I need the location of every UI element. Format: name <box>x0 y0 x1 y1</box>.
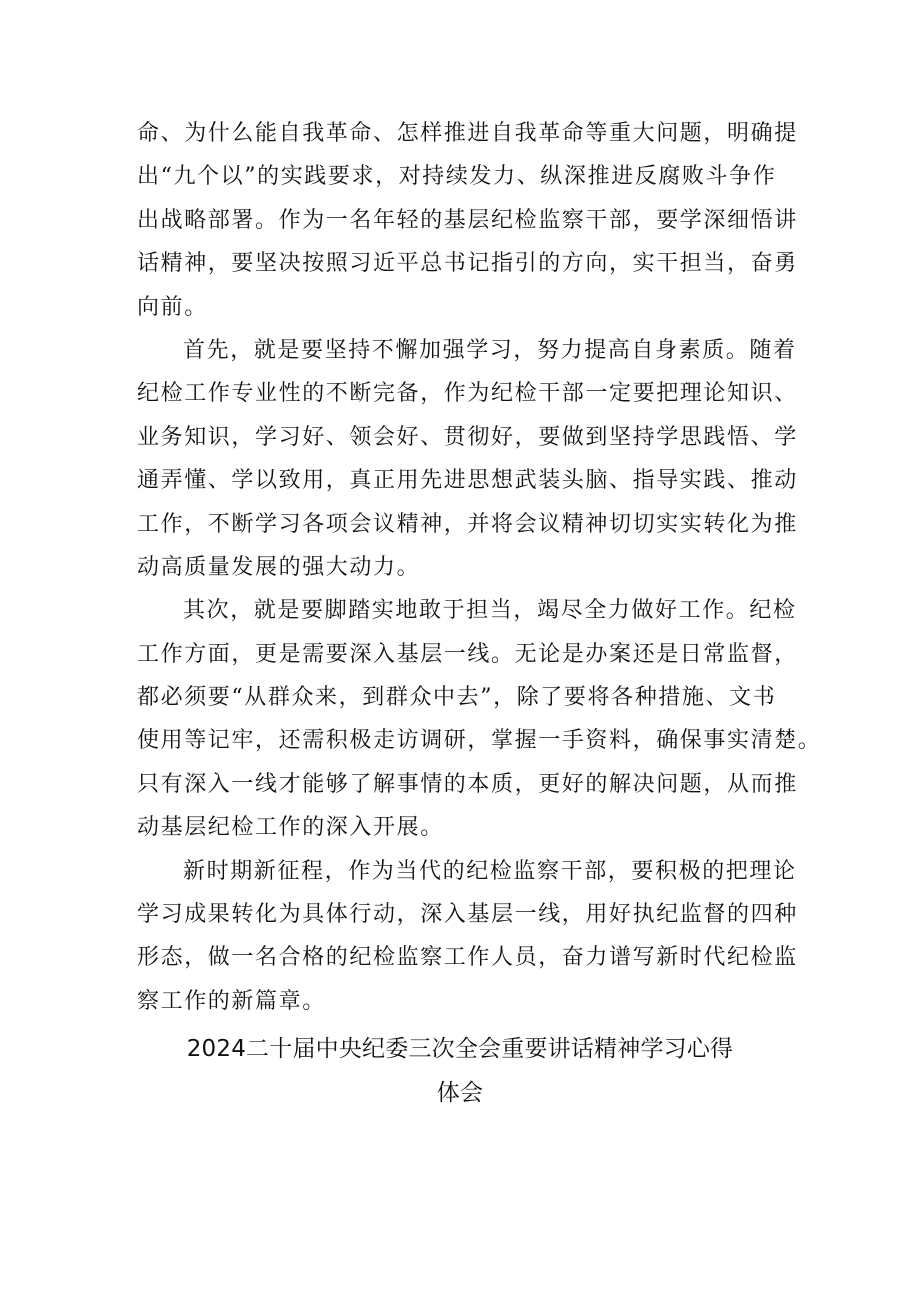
text-line: 动高质量发展的强大动力。 <box>137 554 421 580</box>
text-line: 话精神，要坚决按照习近平总书记指引的方向，实干担当，奋勇 <box>137 251 798 277</box>
article-body <box>137 112 822 1023</box>
text-line: 通弄懂、学以致用，真正用先进思想武装头脑、指导实践、推动 <box>137 468 798 494</box>
text-line: 只有深入一线才能够了解事情的本质，更好的解决问题，从而推 <box>137 771 798 797</box>
paragraph-3 <box>137 589 822 849</box>
text-line: 业务知识，学习好、领会好、贯彻好，要做到坚持学思践悟、学 <box>137 424 798 450</box>
text-line: 使用等记牢，还需积极走访调研，掌握一手资料，确保事实清楚。 <box>137 728 822 754</box>
paragraph-4 <box>137 850 798 1024</box>
text-line-first: 其次，就是要脚踏实地敢于担当，竭尽全力做好工作。纪检 <box>183 598 797 624</box>
text-line: 出“九个以”的实践要求，对持续发力、纵深推进反腐败斗争作 <box>137 164 777 190</box>
title-line-1: 2024二十届中央纪委三次全会重要讲话精神学习心得 <box>186 1036 734 1062</box>
text-line: 工作，不断学习各项会议精神，并将会议精神切切实实转化为推 <box>137 511 798 537</box>
text-line-first: 新时期新征程，作为当代的纪检监察干部，要积极的把理论 <box>183 858 797 884</box>
text-line: 察工作的新篇章。 <box>137 988 326 1014</box>
text-line-first: 首先，就是要坚持不懈加强学习，努力提高自身素质。随着 <box>183 337 797 363</box>
text-line: 都必须要“从群众来，到群众中去”，除了要将各种措施、文书 <box>137 685 777 711</box>
paragraph-1 <box>137 112 798 329</box>
text-line: 工作方面，更是需要深入基层一线。无论是办案还是日常监督， <box>137 641 798 667</box>
text-line: 纪检工作专业性的不断完备，作为纪检干部一定要把理论知识、 <box>137 381 798 407</box>
paragraph-2 <box>137 329 798 589</box>
text-line: 出战略部署。作为一名年轻的基层纪检监察干部，要学深细悟讲 <box>137 207 798 233</box>
title-line-2: 体会 <box>436 1080 484 1106</box>
next-article-title <box>0 1027 920 1115</box>
text-line: 形态，做一名合格的纪检监察工作人员，奋力谱写新时代纪检监 <box>137 945 798 971</box>
text-line: 向前。 <box>137 294 208 320</box>
text-line: 动基层纪检工作的深入开展。 <box>137 815 444 841</box>
text-line: 学习成果转化为具体行动，深入基层一线，用好执纪监督的四种 <box>137 902 798 928</box>
text-line: 命、为什么能自我革命、怎样推进自我革命等重大问题，明确提 <box>137 121 798 146</box>
